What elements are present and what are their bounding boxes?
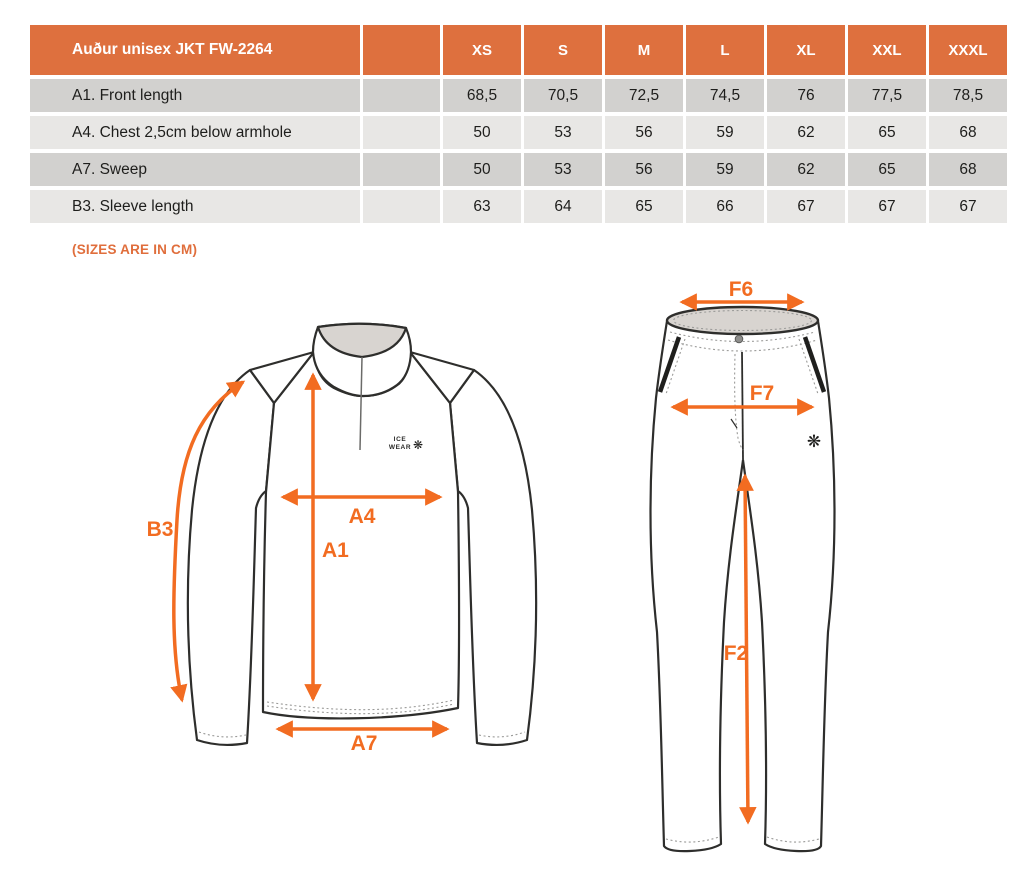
logo-text-ice: ICE: [393, 436, 407, 443]
value-cell: 76: [767, 79, 845, 112]
value-cell: 65: [605, 190, 683, 223]
value-cell: 67: [848, 190, 926, 223]
value-cell: 70,5: [524, 79, 602, 112]
pants-drawing: [651, 278, 835, 851]
value-cell: 56: [605, 116, 683, 149]
value-cell: 77,5: [848, 79, 926, 112]
value-cell: 63: [443, 190, 521, 223]
size-header-l: L: [686, 25, 764, 75]
logo-text-wear: WEAR: [388, 444, 412, 451]
pants-button: [735, 335, 743, 343]
jacket-drawing: [147, 324, 537, 755]
row-label-front-length: A1. Front length: [30, 79, 360, 112]
value-cell: 74,5: [686, 79, 764, 112]
value-cell: 65: [848, 116, 926, 149]
row-label-sleeve-length: B3. Sleeve length: [30, 190, 360, 223]
size-header-s: S: [524, 25, 602, 75]
value-cell: 66: [686, 190, 764, 223]
b3-label: B3: [146, 518, 174, 541]
value-cell: 62: [767, 153, 845, 186]
size-header-xxl: XXL: [848, 25, 926, 75]
value-cell: 53: [524, 153, 602, 186]
size-header-xl: XL: [767, 25, 845, 75]
value-cell: 68,5: [443, 79, 521, 112]
value-cell: 67: [929, 190, 1007, 223]
f6-label: F6: [728, 278, 754, 301]
table-title: Auður unisex JKT FW-2264: [30, 25, 360, 75]
f7-label: F7: [749, 382, 775, 405]
value-cell: 65: [848, 153, 926, 186]
f2-label: F2: [723, 642, 749, 665]
value-cell: 59: [686, 153, 764, 186]
units-note: (SIZES ARE IN CM): [72, 242, 198, 257]
value-cell: 50: [443, 153, 521, 186]
a1-label: A1: [322, 539, 349, 562]
value-cell: 62: [767, 116, 845, 149]
value-cell: 56: [605, 153, 683, 186]
size-header-xxxl: XXXL: [929, 25, 1007, 75]
value-cell: 64: [524, 190, 602, 223]
value-cell: 68: [929, 153, 1007, 186]
value-cell: 67: [767, 190, 845, 223]
jacket-logo: [389, 436, 423, 452]
value-cell: 59: [686, 116, 764, 149]
row-label-chest: A4. Chest 2,5cm below armhole: [30, 116, 360, 149]
jacket-right-sleeve: [450, 370, 536, 745]
snowflake-icon: ❋: [412, 438, 424, 452]
a7-label: A7: [350, 732, 378, 755]
value-cell: 53: [524, 116, 602, 149]
a4-label: A4: [348, 505, 376, 528]
size-header-m: M: [605, 25, 683, 75]
value-cell: 72,5: [605, 79, 683, 112]
value-cell: 50: [443, 116, 521, 149]
value-cell: 78,5: [929, 79, 1007, 112]
size-header-xs: XS: [443, 25, 521, 75]
snowflake-icon: ❋: [806, 432, 822, 451]
row-label-sweep: A7. Sweep: [30, 153, 360, 186]
value-cell: 68: [929, 116, 1007, 149]
